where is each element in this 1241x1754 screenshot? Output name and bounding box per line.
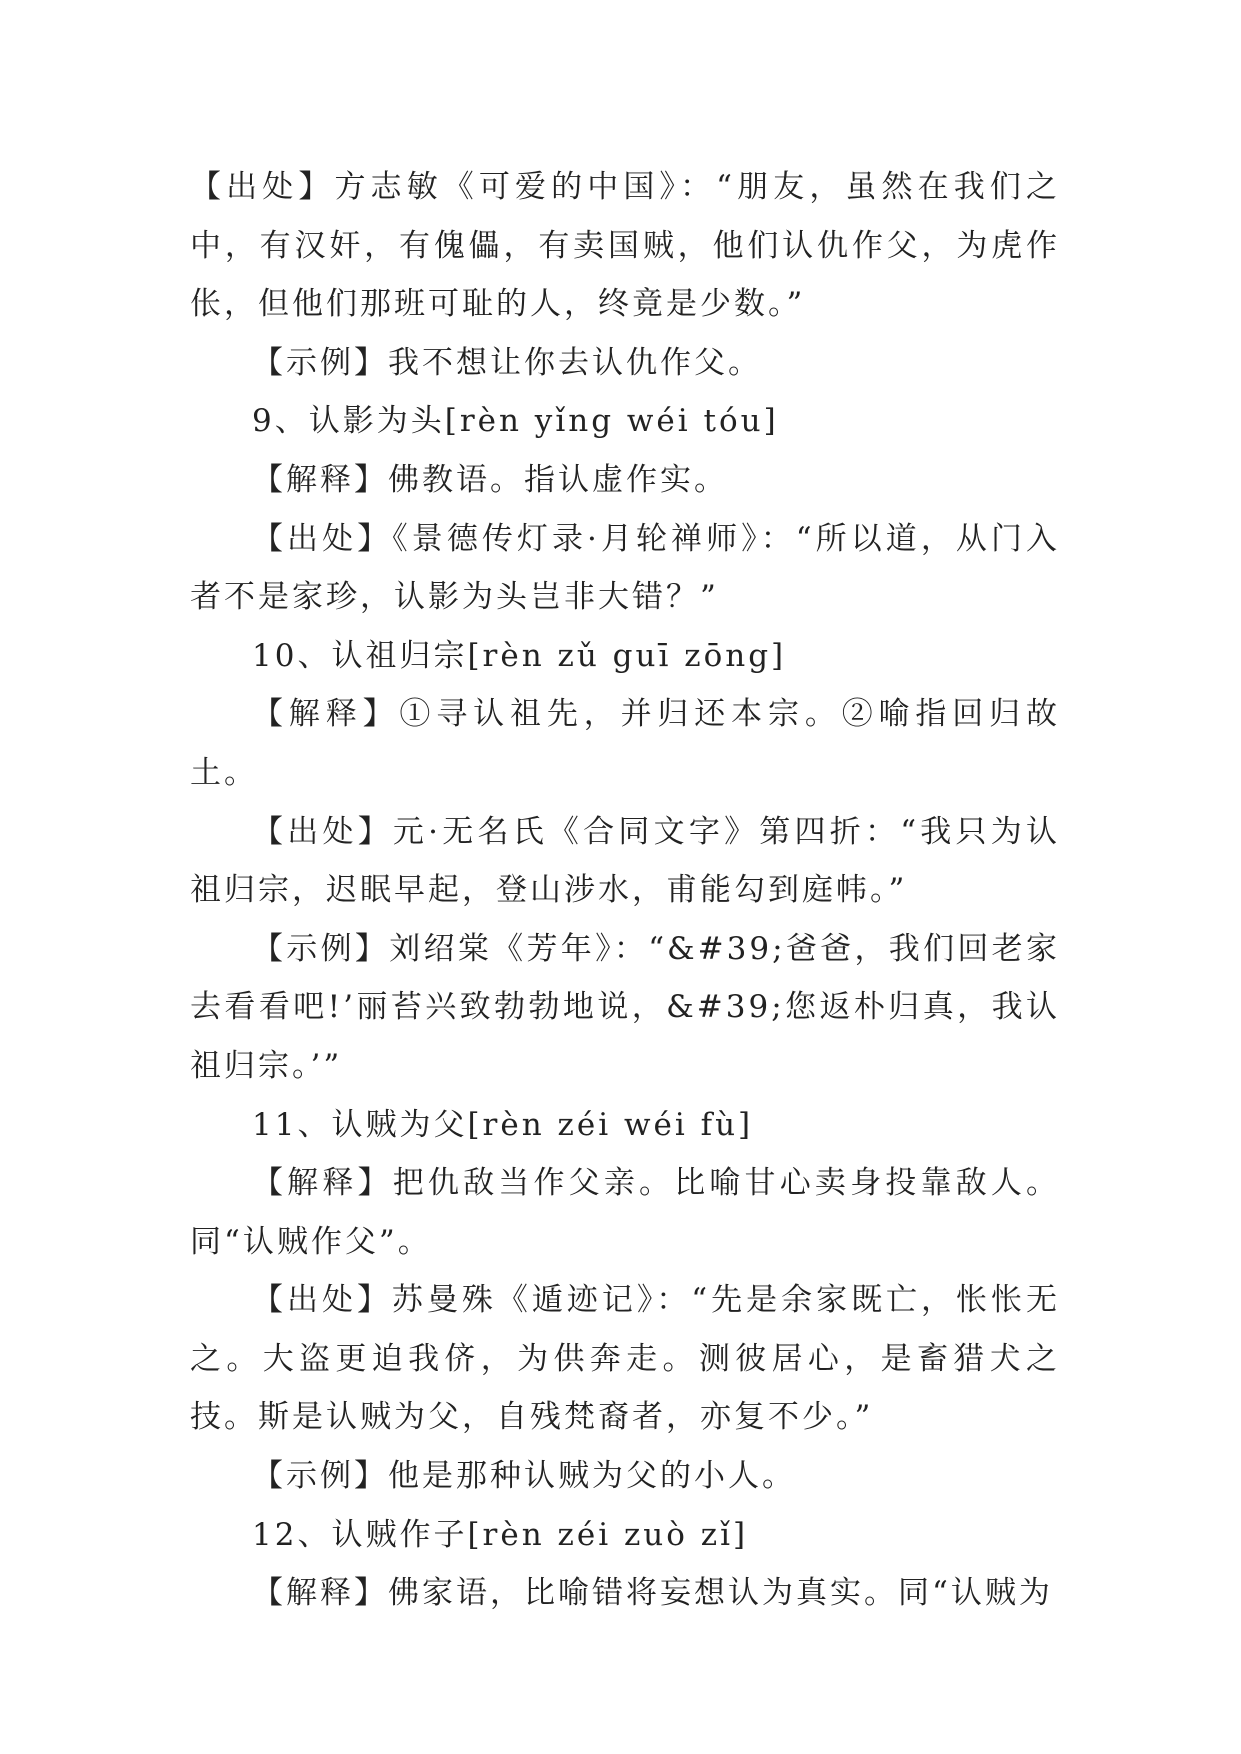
source-paragraph: 【出处】方志敏《可爱的中国》：“朋友，虽然在我们之中，有汉奸，有傀儡，有卖国贼，他们认仇作父，为虎作伥，但他们那班可耻的人，终竟是少数。” xyxy=(190,169,1060,323)
explanation-paragraph: 【解释】佛教语。指认虚作实。 xyxy=(252,461,728,498)
explanation-paragraph: 【解释】佛家语，比喻错将妄想认为真实。同“认贼为 xyxy=(252,1575,1053,1612)
idiom-heading-10: 10、认祖归宗[rèn zǔ guī zōng] xyxy=(252,637,787,674)
idiom-heading-9: 9、认影为头[rèn yǐng wéi tóu] xyxy=(252,403,779,440)
idiom-heading-12: 12、认贼作子[rèn zéi zuò zǐ] xyxy=(252,1516,749,1553)
explanation-paragraph: 【解释】把仇敌当作父亲。比喻甘心卖身投靠敌人。同“认贼作父”。 xyxy=(190,1165,1060,1260)
source-paragraph: 【出处】《景德传灯录·月轮禅师》：“所以道，从门入者不是家珍，认影为头岂非大错？” xyxy=(190,520,1060,616)
example-paragraph: 【示例】他是那种认贼为父的小人。 xyxy=(252,1458,796,1495)
example-paragraph: 【示例】刘绍棠《芳年》：“&#39;爸爸，我们回老家去看看吧!’丽苔兴致勃勃地说，&#39;您返朴归真，我认祖归宗。’” xyxy=(190,930,1060,1084)
idiom-heading-11: 11、认贼为父[rèn zéi wéi fù] xyxy=(252,1106,754,1143)
document-body xyxy=(190,158,1060,1623)
example-paragraph: 【示例】我不想让你去认仇作父。 xyxy=(252,344,762,381)
explanation-paragraph: 【解释】①寻认祖先，并归还本宗。②喻指回归故土。 xyxy=(190,696,1060,791)
source-paragraph: 【出处】元·无名氏《合同文字》第四折：“我只为认祖归宗，迟眠早起，登山涉水，甫能勾到庭帏。” xyxy=(190,813,1060,909)
source-paragraph: 【出处】苏曼殊《遁迹记》：“先是余家既亡，怅怅无之。大盗更迫我侪，为供奔走。测彼居心，是畜猎犬之技。斯是认贼为父，自残梵裔者，亦复不少。” xyxy=(190,1282,1060,1436)
